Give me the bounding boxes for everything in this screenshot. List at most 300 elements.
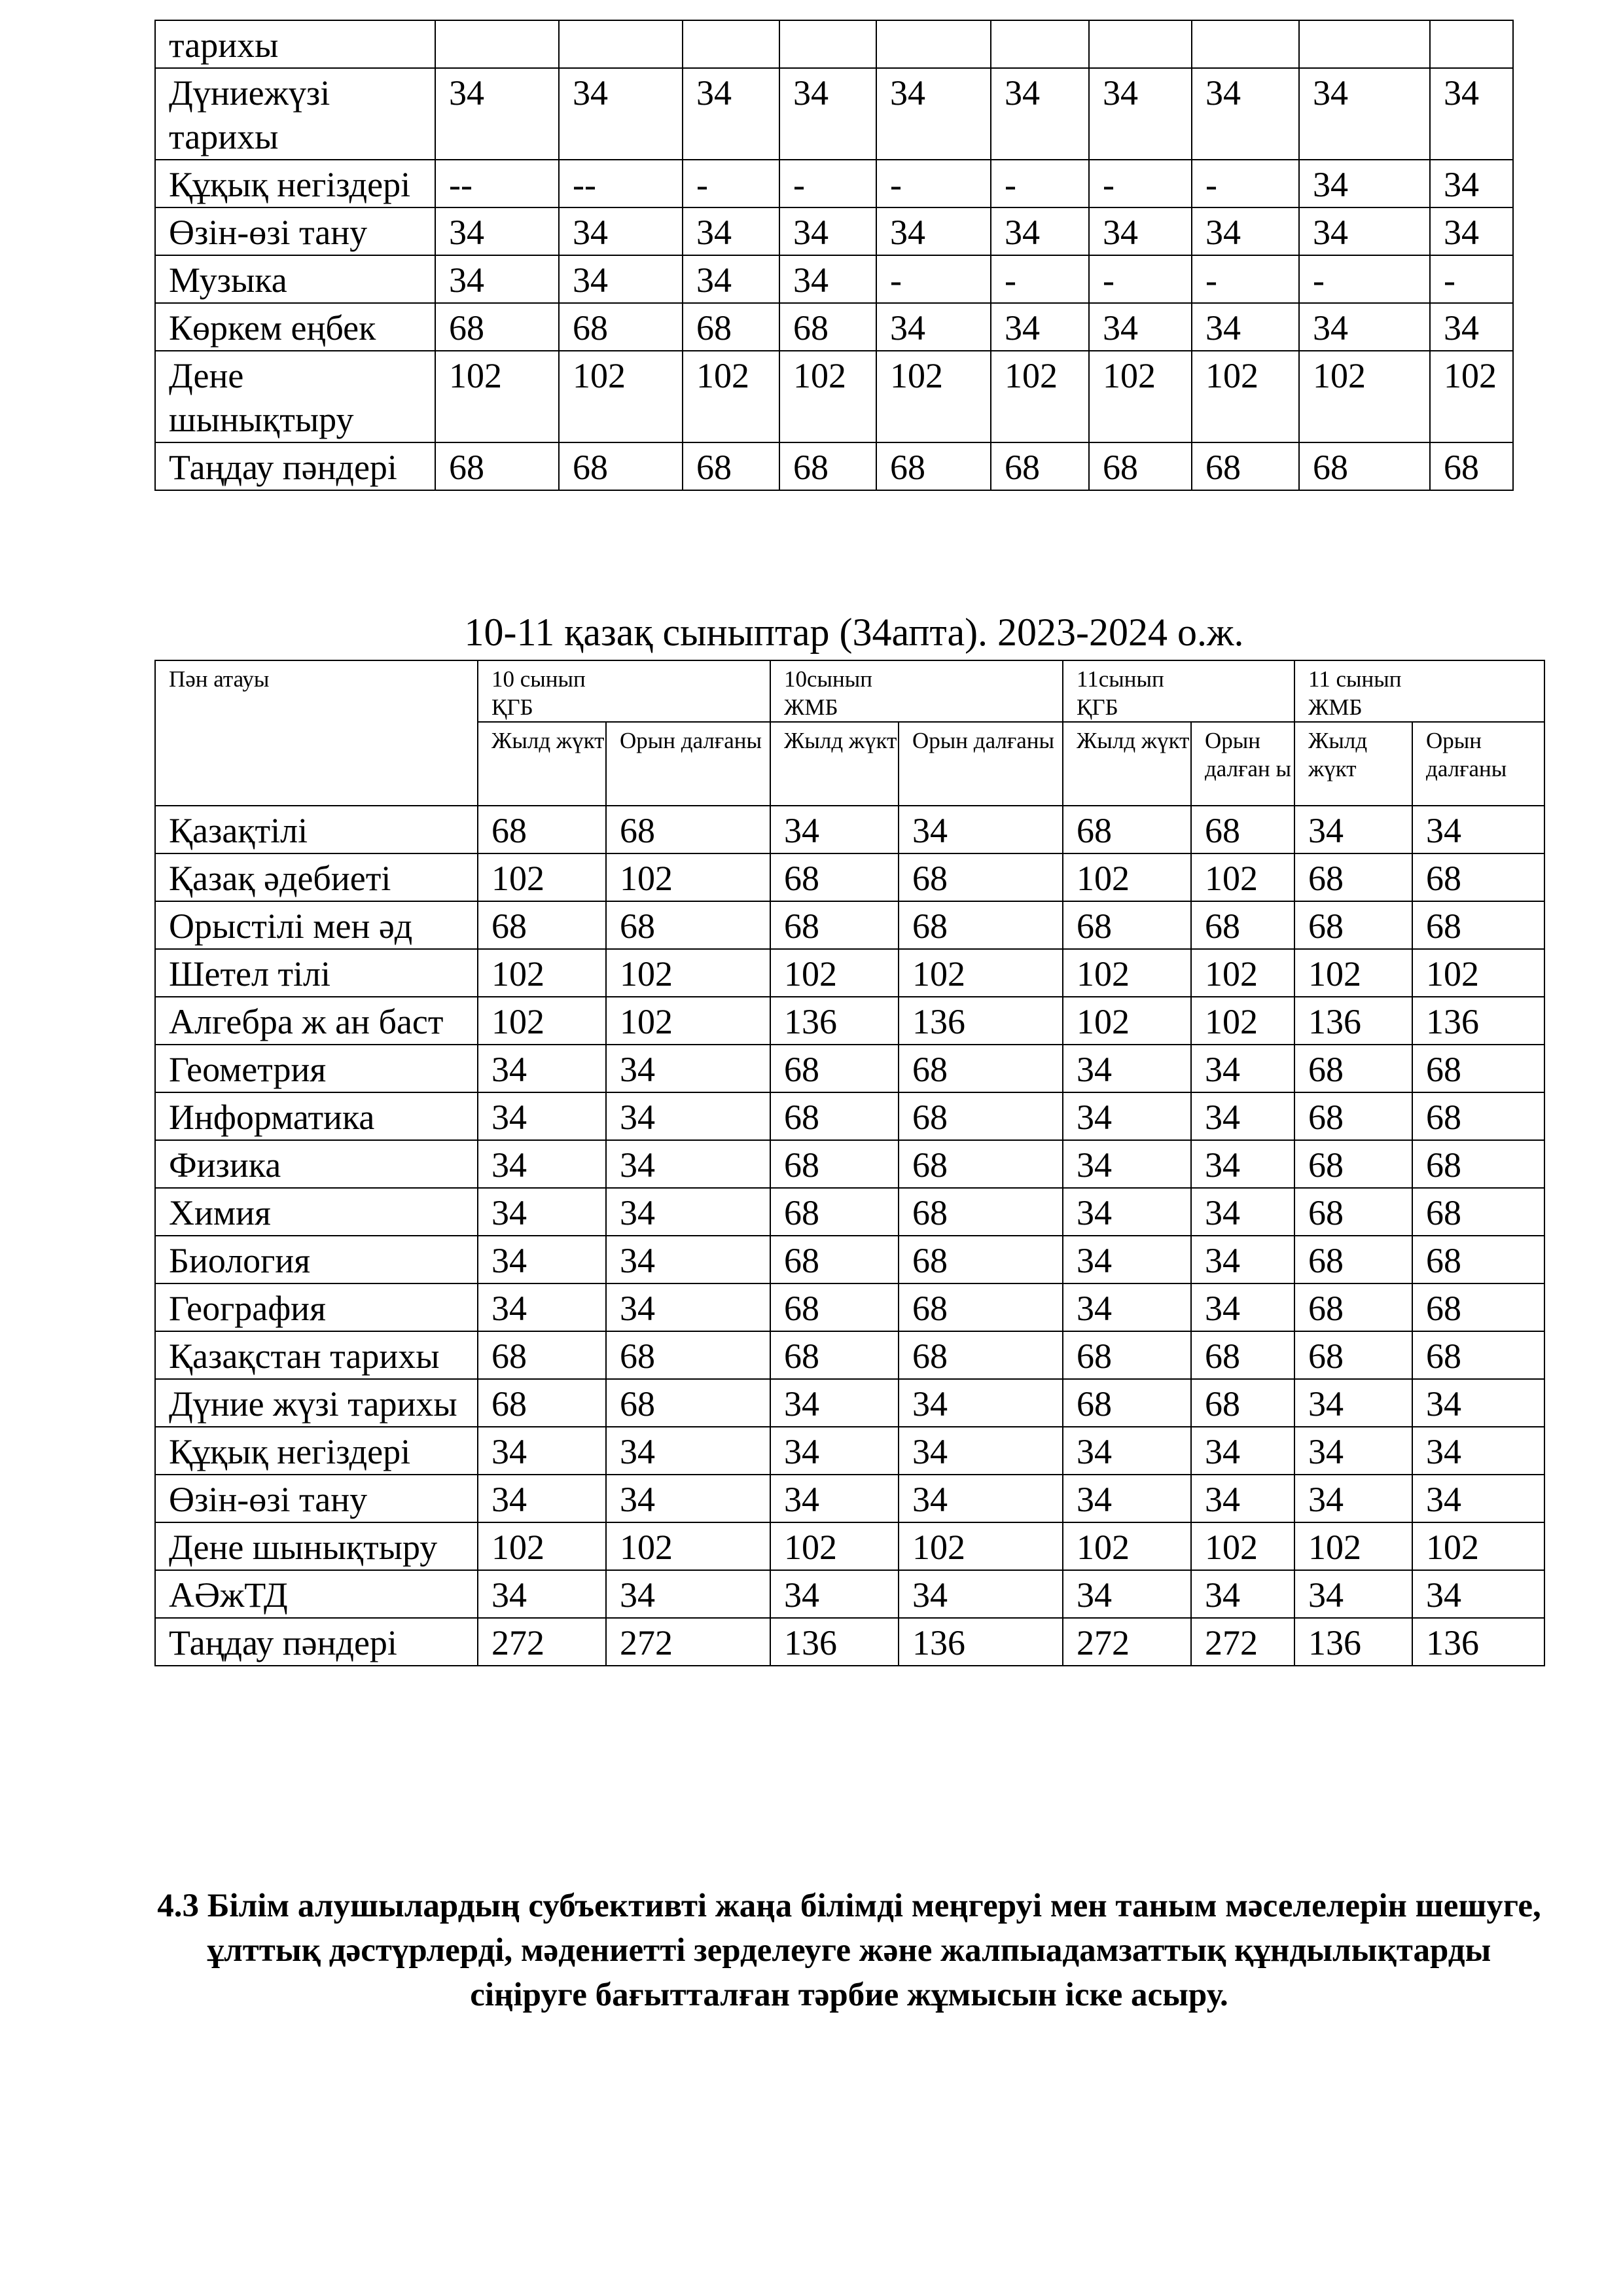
hours-cell: 102 xyxy=(606,853,770,901)
table-row xyxy=(155,207,1513,255)
subject-cell: Дене шынықтыру xyxy=(155,1522,478,1570)
subject-column-header: Пән атауы xyxy=(155,660,478,806)
hours-cell: 68 xyxy=(770,1188,899,1236)
hours-cell xyxy=(1299,20,1430,68)
hours-cell: 34 xyxy=(1430,160,1513,207)
hours-cell: 272 xyxy=(606,1618,770,1666)
hours-cell: 34 xyxy=(899,806,1063,853)
grade-10-11-curriculum-table xyxy=(154,660,1545,1666)
subject-cell: Өзін-өзі тану xyxy=(155,207,435,255)
hours-cell: 34 xyxy=(1089,207,1192,255)
hours-cell: 68 xyxy=(1294,1188,1412,1236)
hours-cell xyxy=(435,20,559,68)
hours-cell: 34 xyxy=(1294,1427,1412,1475)
hours-cell: - xyxy=(779,160,876,207)
hours-cell: 34 xyxy=(1063,1427,1191,1475)
hours-cell: 136 xyxy=(770,997,899,1045)
subject-cell: Музыка xyxy=(155,255,435,303)
group-grade-label: 10сынып xyxy=(784,666,873,692)
hours-cell: 68 xyxy=(1294,901,1412,949)
hours-cell: 68 xyxy=(478,806,606,853)
hours-cell: 272 xyxy=(1063,1618,1191,1666)
hours-cell: 68 xyxy=(1294,1236,1412,1283)
hours-cell: 34 xyxy=(435,255,559,303)
hours-cell: 68 xyxy=(1063,1331,1191,1379)
hours-cell: 34 xyxy=(899,1475,1063,1522)
hours-cell: 34 xyxy=(478,1092,606,1140)
hours-cell: 34 xyxy=(478,1283,606,1331)
hours-cell: 68 xyxy=(1063,806,1191,853)
hours-cell xyxy=(559,20,683,68)
hours-cell: 68 xyxy=(876,442,991,490)
hours-cell: 34 xyxy=(478,1188,606,1236)
hours-cell: 68 xyxy=(1412,1045,1544,1092)
hours-cell: - xyxy=(991,255,1089,303)
subject-cell: Құқық негіздері xyxy=(155,1427,478,1475)
hours-cell: 34 xyxy=(876,303,991,351)
hours-cell: - xyxy=(1430,255,1513,303)
hours-cell: 102 xyxy=(1063,1522,1191,1570)
annual-load-header: Жылд жүкт xyxy=(1063,722,1191,806)
table-row xyxy=(155,351,1513,442)
hours-cell: 34 xyxy=(478,1475,606,1522)
hours-cell: 136 xyxy=(770,1618,899,1666)
hours-cell: 34 xyxy=(770,1570,899,1618)
hours-cell: 68 xyxy=(899,1331,1063,1379)
hours-cell: 34 xyxy=(606,1236,770,1283)
hours-cell: 68 xyxy=(770,1331,899,1379)
hours-cell: 34 xyxy=(1191,1283,1294,1331)
table-row xyxy=(155,1188,1544,1236)
hours-cell: 102 xyxy=(559,351,683,442)
hours-cell: 34 xyxy=(559,255,683,303)
hours-cell xyxy=(876,20,991,68)
hours-cell: 102 xyxy=(1430,351,1513,442)
subject-cell: Шетел тілі xyxy=(155,949,478,997)
subject-cell: Өзін-өзі тану xyxy=(155,1475,478,1522)
hours-cell: 34 xyxy=(478,1236,606,1283)
annual-load-header: Жылд жүкт xyxy=(478,722,606,806)
table-row xyxy=(155,1618,1544,1666)
subject-cell: Таңдау пәндері xyxy=(155,1618,478,1666)
hours-cell: 68 xyxy=(1192,442,1299,490)
hours-cell: 68 xyxy=(1412,853,1544,901)
hours-cell: - xyxy=(1192,160,1299,207)
subject-cell: Химия xyxy=(155,1188,478,1236)
annual-load-header: Жылд жүкт xyxy=(1294,722,1412,806)
hours-cell: 102 xyxy=(770,949,899,997)
hours-cell: 34 xyxy=(991,303,1089,351)
hours-cell: 34 xyxy=(1430,303,1513,351)
hours-cell: 68 xyxy=(1063,1379,1191,1427)
hours-cell: 102 xyxy=(1063,853,1191,901)
hours-cell: 68 xyxy=(899,853,1063,901)
hours-cell: 34 xyxy=(779,68,876,160)
hours-cell: 34 xyxy=(478,1570,606,1618)
hours-cell: 68 xyxy=(683,303,779,351)
completed-header: Орын далғаны xyxy=(606,722,770,806)
hours-cell: 68 xyxy=(1294,1283,1412,1331)
hours-cell: 34 xyxy=(899,1570,1063,1618)
hours-cell: - xyxy=(1089,160,1192,207)
table-row xyxy=(155,1379,1544,1427)
hours-cell: 102 xyxy=(1412,1522,1544,1570)
hours-cell: 34 xyxy=(478,1140,606,1188)
completed-header: Орын далғаны xyxy=(899,722,1063,806)
hours-cell: 34 xyxy=(876,207,991,255)
hours-cell: 34 xyxy=(1063,1045,1191,1092)
hours-cell: - xyxy=(1089,255,1192,303)
hours-cell: 34 xyxy=(606,1092,770,1140)
hours-cell: 68 xyxy=(478,901,606,949)
hours-cell: 68 xyxy=(1412,1283,1544,1331)
hours-cell: 34 xyxy=(559,68,683,160)
hours-cell: 68 xyxy=(1412,1092,1544,1140)
hours-cell xyxy=(779,20,876,68)
hours-cell: - xyxy=(683,160,779,207)
group-grade-label: 11 сынып xyxy=(1308,666,1402,692)
table-row xyxy=(155,1236,1544,1283)
hours-cell: 34 xyxy=(1063,1188,1191,1236)
hours-cell: 136 xyxy=(1294,1618,1412,1666)
hours-cell: - xyxy=(1192,255,1299,303)
table-row xyxy=(155,160,1513,207)
hours-cell: 136 xyxy=(899,997,1063,1045)
hours-cell: 102 xyxy=(899,949,1063,997)
hours-cell: 34 xyxy=(991,207,1089,255)
hours-cell: 68 xyxy=(770,1140,899,1188)
hours-cell: 102 xyxy=(876,351,991,442)
hours-cell: 34 xyxy=(876,68,991,160)
subject-cell: Құқық негіздері xyxy=(155,160,435,207)
hours-cell: 68 xyxy=(1412,1331,1544,1379)
hours-cell: -- xyxy=(559,160,683,207)
subject-cell: Геометрия xyxy=(155,1045,478,1092)
hours-cell: 34 xyxy=(1430,68,1513,160)
hours-cell: 68 xyxy=(1412,901,1544,949)
hours-cell: 34 xyxy=(770,1379,899,1427)
hours-cell: 34 xyxy=(770,806,899,853)
table-row xyxy=(155,1140,1544,1188)
curriculum-table-continued xyxy=(154,20,1514,491)
hours-cell: - xyxy=(876,255,991,303)
hours-cell xyxy=(683,20,779,68)
hours-cell: 34 xyxy=(1412,806,1544,853)
group-profile-label: ЖМБ xyxy=(1308,694,1363,720)
hours-cell: 34 xyxy=(1063,1475,1191,1522)
hours-cell: 34 xyxy=(683,68,779,160)
hours-cell: 34 xyxy=(1192,303,1299,351)
hours-cell: 34 xyxy=(1412,1570,1544,1618)
hours-cell: 68 xyxy=(606,1379,770,1427)
hours-cell: 34 xyxy=(1299,207,1430,255)
hours-cell: 34 xyxy=(435,207,559,255)
hours-cell: -- xyxy=(435,160,559,207)
table-row xyxy=(155,1092,1544,1140)
hours-cell: 68 xyxy=(1430,442,1513,490)
hours-cell: 68 xyxy=(1294,1140,1412,1188)
hours-cell: 34 xyxy=(1192,207,1299,255)
hours-cell: 34 xyxy=(559,207,683,255)
hours-cell: 68 xyxy=(779,442,876,490)
subject-cell: Қазақ әдебиеті xyxy=(155,853,478,901)
hours-cell: 34 xyxy=(606,1188,770,1236)
hours-cell: 34 xyxy=(1412,1427,1544,1475)
hours-cell: 68 xyxy=(899,901,1063,949)
hours-cell: 68 xyxy=(1412,1188,1544,1236)
hours-cell: 102 xyxy=(478,1522,606,1570)
hours-cell: 68 xyxy=(1191,1379,1294,1427)
hours-cell: 102 xyxy=(478,997,606,1045)
hours-cell: 34 xyxy=(478,1427,606,1475)
table-row xyxy=(155,949,1544,997)
hours-cell: 34 xyxy=(683,207,779,255)
hours-cell: 68 xyxy=(770,853,899,901)
hours-cell: 34 xyxy=(1063,1236,1191,1283)
hours-cell: 34 xyxy=(1294,1379,1412,1427)
hours-cell: 34 xyxy=(1299,303,1430,351)
hours-cell: 34 xyxy=(606,1283,770,1331)
hours-cell: 68 xyxy=(991,442,1089,490)
hours-cell: 102 xyxy=(478,949,606,997)
subject-cell: Дүниежүзі тарихы xyxy=(155,68,435,160)
hours-cell: 68 xyxy=(770,1045,899,1092)
hours-cell: 102 xyxy=(1063,949,1191,997)
hours-cell: 68 xyxy=(435,303,559,351)
hours-cell: 34 xyxy=(1191,1092,1294,1140)
table-title: 10-11 қазақ сыныптар (34апта). 2023-2024 о.ж. xyxy=(464,611,1244,654)
hours-cell: 68 xyxy=(770,1283,899,1331)
completed-header: Орын далған ы xyxy=(1191,722,1294,806)
hours-cell: 68 xyxy=(606,1331,770,1379)
hours-cell: 102 xyxy=(1063,997,1191,1045)
subject-cell: Информатика xyxy=(155,1092,478,1140)
hours-cell: 34 xyxy=(1299,160,1430,207)
group-profile-label: ҚГБ xyxy=(1077,694,1118,720)
hours-cell: 34 xyxy=(606,1427,770,1475)
hours-cell: 102 xyxy=(1192,351,1299,442)
group-profile-label: ЖМБ xyxy=(784,694,838,720)
hours-cell xyxy=(1430,20,1513,68)
hours-cell: 102 xyxy=(779,351,876,442)
hours-cell: 102 xyxy=(435,351,559,442)
hours-cell: 68 xyxy=(779,303,876,351)
hours-cell: 34 xyxy=(1294,1570,1412,1618)
subject-cell: Көркем еңбек xyxy=(155,303,435,351)
hours-cell: 34 xyxy=(1191,1427,1294,1475)
table-row xyxy=(155,303,1513,351)
hours-cell: 68 xyxy=(1063,901,1191,949)
subject-cell: Қазақстан тарихы xyxy=(155,1331,478,1379)
subject-cell: Дене шынықтыру xyxy=(155,351,435,442)
hours-cell: 34 xyxy=(899,1379,1063,1427)
table-row xyxy=(155,68,1513,160)
hours-cell: 68 xyxy=(770,1236,899,1283)
hours-cell: 34 xyxy=(1063,1283,1191,1331)
hours-cell: 68 xyxy=(1412,1140,1544,1188)
group-grade-label: 10 сынып xyxy=(491,666,586,692)
subject-cell: Таңдау пәндері xyxy=(155,442,435,490)
hours-cell: 68 xyxy=(899,1045,1063,1092)
table-row xyxy=(155,1522,1544,1570)
hours-cell: 34 xyxy=(899,1427,1063,1475)
hours-cell: 68 xyxy=(899,1092,1063,1140)
group-grade-label: 11сынып xyxy=(1077,666,1164,692)
table-row xyxy=(155,997,1544,1045)
hours-cell: 34 xyxy=(1412,1475,1544,1522)
hours-cell: 68 xyxy=(478,1379,606,1427)
hours-cell: 68 xyxy=(606,901,770,949)
hours-cell: 34 xyxy=(991,68,1089,160)
hours-cell: 102 xyxy=(683,351,779,442)
subject-cell: Орыстілі мен әд xyxy=(155,901,478,949)
section-heading: 4.3 Білім алушылардың субъективті жаңа білімді меңгеруі мен таным мәселелерін шешуге, ұлттық дәстүрлерді, мәдениетті зерделеуге және жалпыадамзаттық құндылықтарды сіңіруге бағытталған тәрбие жұмысын іске асыру. xyxy=(157,1888,1541,2013)
hours-cell: 34 xyxy=(770,1475,899,1522)
hours-cell: 136 xyxy=(1294,997,1412,1045)
hours-cell: 68 xyxy=(1191,1331,1294,1379)
table-row xyxy=(155,1427,1544,1475)
hours-cell: - xyxy=(991,160,1089,207)
hours-cell: 68 xyxy=(559,442,683,490)
hours-cell: 34 xyxy=(1294,1475,1412,1522)
hours-cell: 34 xyxy=(435,68,559,160)
hours-cell: 34 xyxy=(779,255,876,303)
subject-cell: Дүние жүзі тарихы xyxy=(155,1379,478,1427)
hours-cell: 34 xyxy=(1063,1092,1191,1140)
hours-cell: - xyxy=(1299,255,1430,303)
table-header-row xyxy=(155,660,1544,722)
hours-cell: 136 xyxy=(1412,1618,1544,1666)
group-header xyxy=(478,660,770,722)
table-body xyxy=(155,806,1544,1666)
hours-cell: 34 xyxy=(683,255,779,303)
hours-cell: 68 xyxy=(683,442,779,490)
hours-cell: 102 xyxy=(1299,351,1430,442)
hours-cell: 34 xyxy=(606,1140,770,1188)
subject-cell: Биология xyxy=(155,1236,478,1283)
subject-cell: тарихы xyxy=(155,20,435,68)
hours-cell: 68 xyxy=(1294,1331,1412,1379)
hours-cell: 68 xyxy=(1294,853,1412,901)
table-row xyxy=(155,1045,1544,1092)
hours-cell: 68 xyxy=(559,303,683,351)
hours-cell: 34 xyxy=(1089,68,1192,160)
hours-cell: 102 xyxy=(1191,997,1294,1045)
hours-cell: 102 xyxy=(1191,853,1294,901)
hours-cell: 272 xyxy=(478,1618,606,1666)
table-row xyxy=(155,255,1513,303)
hours-cell: 34 xyxy=(779,207,876,255)
hours-cell: 68 xyxy=(899,1283,1063,1331)
subject-cell: АӘжТД xyxy=(155,1570,478,1618)
hours-cell: 34 xyxy=(1412,1379,1544,1427)
table-body xyxy=(155,20,1513,490)
hours-cell: 136 xyxy=(1412,997,1544,1045)
hours-cell: 102 xyxy=(770,1522,899,1570)
hours-cell: 102 xyxy=(1412,949,1544,997)
hours-cell xyxy=(1089,20,1192,68)
table-row xyxy=(155,1570,1544,1618)
group-profile-label: ҚГБ xyxy=(491,694,533,720)
hours-cell: 68 xyxy=(899,1236,1063,1283)
table-row xyxy=(155,442,1513,490)
subject-cell: Физика xyxy=(155,1140,478,1188)
hours-cell: 102 xyxy=(991,351,1089,442)
hours-cell: 102 xyxy=(606,1522,770,1570)
hours-cell: 272 xyxy=(1191,1618,1294,1666)
hours-cell: - xyxy=(876,160,991,207)
hours-cell: 34 xyxy=(1191,1236,1294,1283)
hours-cell: 68 xyxy=(478,1331,606,1379)
hours-cell: 68 xyxy=(1299,442,1430,490)
group-header xyxy=(770,660,1063,722)
hours-cell: 34 xyxy=(1299,68,1430,160)
table-row xyxy=(155,20,1513,68)
hours-cell xyxy=(1192,20,1299,68)
hours-cell: 34 xyxy=(1192,68,1299,160)
table-row xyxy=(155,853,1544,901)
hours-cell: 68 xyxy=(1191,806,1294,853)
table-row xyxy=(155,1475,1544,1522)
completed-header: Орын далғаны xyxy=(1412,722,1544,806)
hours-cell: 102 xyxy=(899,1522,1063,1570)
hours-cell: 34 xyxy=(606,1045,770,1092)
hours-cell: 34 xyxy=(1191,1570,1294,1618)
hours-cell: 34 xyxy=(1191,1475,1294,1522)
group-header xyxy=(1294,660,1544,722)
hours-cell: 34 xyxy=(1294,806,1412,853)
hours-cell: 102 xyxy=(1294,1522,1412,1570)
hours-cell: 102 xyxy=(478,853,606,901)
hours-cell: 68 xyxy=(1294,1045,1412,1092)
hours-cell: 68 xyxy=(899,1188,1063,1236)
subject-cell: Алгебра ж ан баст xyxy=(155,997,478,1045)
hours-cell: 102 xyxy=(606,949,770,997)
table-row xyxy=(155,1331,1544,1379)
subject-cell: География xyxy=(155,1283,478,1331)
annual-load-header: Жылд жүкт xyxy=(770,722,899,806)
hours-cell: 34 xyxy=(1089,303,1192,351)
hours-cell: 68 xyxy=(770,901,899,949)
group-header xyxy=(1063,660,1294,722)
hours-cell: 34 xyxy=(1191,1140,1294,1188)
hours-cell: 68 xyxy=(1294,1092,1412,1140)
hours-cell: 68 xyxy=(435,442,559,490)
subject-cell: Қазақтілі xyxy=(155,806,478,853)
hours-cell: 68 xyxy=(1412,1236,1544,1283)
hours-cell: 102 xyxy=(1191,949,1294,997)
hours-cell: 102 xyxy=(1294,949,1412,997)
hours-cell: 102 xyxy=(1089,351,1192,442)
hours-cell: 68 xyxy=(1089,442,1192,490)
hours-cell: 102 xyxy=(1191,1522,1294,1570)
hours-cell: 34 xyxy=(606,1570,770,1618)
hours-cell: 136 xyxy=(899,1618,1063,1666)
hours-cell: 68 xyxy=(1191,901,1294,949)
hours-cell: 34 xyxy=(606,1475,770,1522)
hours-cell: 34 xyxy=(1191,1188,1294,1236)
hours-cell xyxy=(991,20,1089,68)
hours-cell: 68 xyxy=(899,1140,1063,1188)
hours-cell: 68 xyxy=(606,806,770,853)
hours-cell: 34 xyxy=(1191,1045,1294,1092)
hours-cell: 68 xyxy=(770,1092,899,1140)
table-row xyxy=(155,901,1544,949)
hours-cell: 34 xyxy=(770,1427,899,1475)
table-row xyxy=(155,806,1544,853)
hours-cell: 34 xyxy=(1430,207,1513,255)
hours-cell: 102 xyxy=(606,997,770,1045)
